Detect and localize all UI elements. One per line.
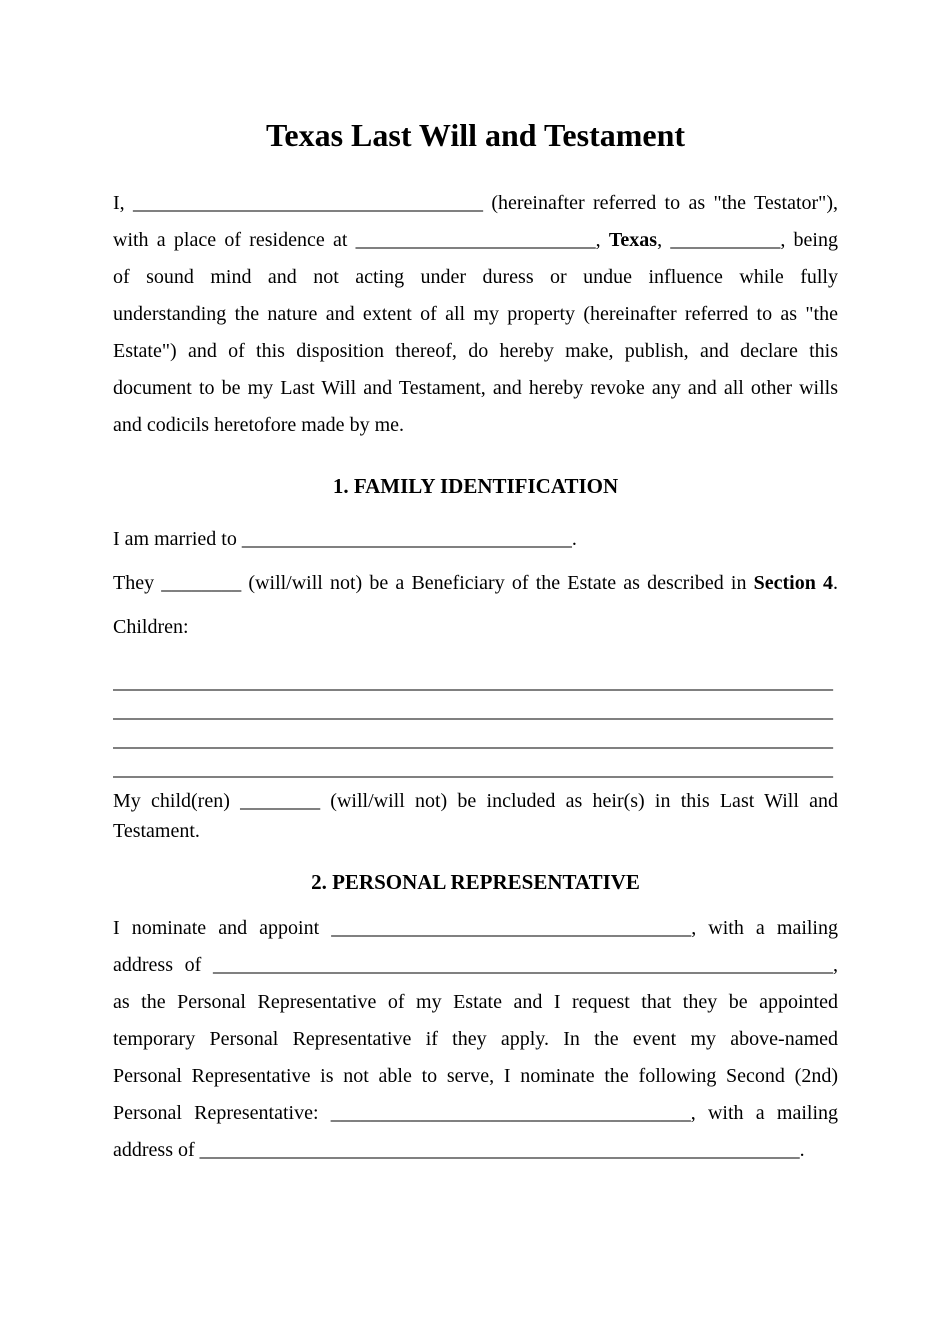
- text-line: as the Personal Representative of my Estate and I request that they be appointed: [113, 991, 838, 1013]
- document-title: Texas Last Will and Testament: [265, 117, 686, 153]
- text-line: Personal Representative is not able to serve, I nominate the following Second (2nd): [113, 1065, 838, 1087]
- text-line: understanding the nature and extent of all my property (hereinafter referred to as "the: [113, 303, 838, 325]
- children-blank-line: ________________________________________________________________________: [113, 758, 833, 780]
- text-line: document to be my Last Will and Testament, and hereby revoke any and all other wills: [113, 377, 838, 399]
- county-blank-text: , ___________, being: [657, 229, 838, 251]
- text-line: I nominate and appoint ____________________________________, with a mailing: [113, 917, 838, 939]
- text-line: address of ____________________________________________________________.: [113, 1139, 805, 1161]
- text-line: [113, 222, 838, 259]
- text-line: temporary Personal Representative if they apply. In the event my above-named: [113, 1028, 838, 1050]
- beneficiary-text: They ________ (will/will not) be a Beneficiary of the Estate as described in: [113, 572, 754, 594]
- text-line: Testament.: [113, 820, 200, 842]
- section-1-heading: 1. FAMILY IDENTIFICATION: [332, 474, 619, 498]
- text-line: Personal Representative: ____________________________________, with a mailing: [113, 1102, 838, 1124]
- representative-paragraph: [113, 910, 838, 1169]
- children-label: Children:: [113, 616, 189, 638]
- children-blank-line: ________________________________________________________________________: [113, 700, 833, 722]
- text-line: My child(ren) ________ (will/will not) be included as heir(s) in this Last Will and: [113, 790, 838, 812]
- beneficiary-line: [113, 568, 838, 598]
- section-2-heading: 2. PERSONAL REPRESENTATIVE: [311, 870, 640, 894]
- state-name-bold: Texas: [608, 229, 658, 251]
- text-line: of sound mind and not acting under duress or undue influence while fully: [113, 266, 838, 288]
- beneficiary-period: .: [833, 572, 838, 594]
- text-line: and codicils heretofore made by me.: [113, 414, 404, 436]
- children-blank-lines: [113, 668, 838, 784]
- heirs-paragraph: [113, 786, 838, 846]
- children-blank-line: ________________________________________________________________________: [113, 729, 833, 751]
- opening-paragraph: [113, 185, 838, 444]
- children-blank-line: ________________________________________________________________________: [113, 671, 833, 693]
- residence-text: with a place of residence at ________________________,: [113, 229, 609, 251]
- text-line: I, ___________________________________ (hereinafter referred to as "the Testator"),: [113, 192, 838, 214]
- text-line: Estate") and of this disposition thereof, do hereby make, publish, and declare this: [113, 340, 838, 362]
- section-4-reference: Section 4: [753, 572, 833, 594]
- married-to-line: I am married to _________________________________.: [113, 528, 577, 550]
- text-line: address of ______________________________________________________________,: [113, 954, 838, 976]
